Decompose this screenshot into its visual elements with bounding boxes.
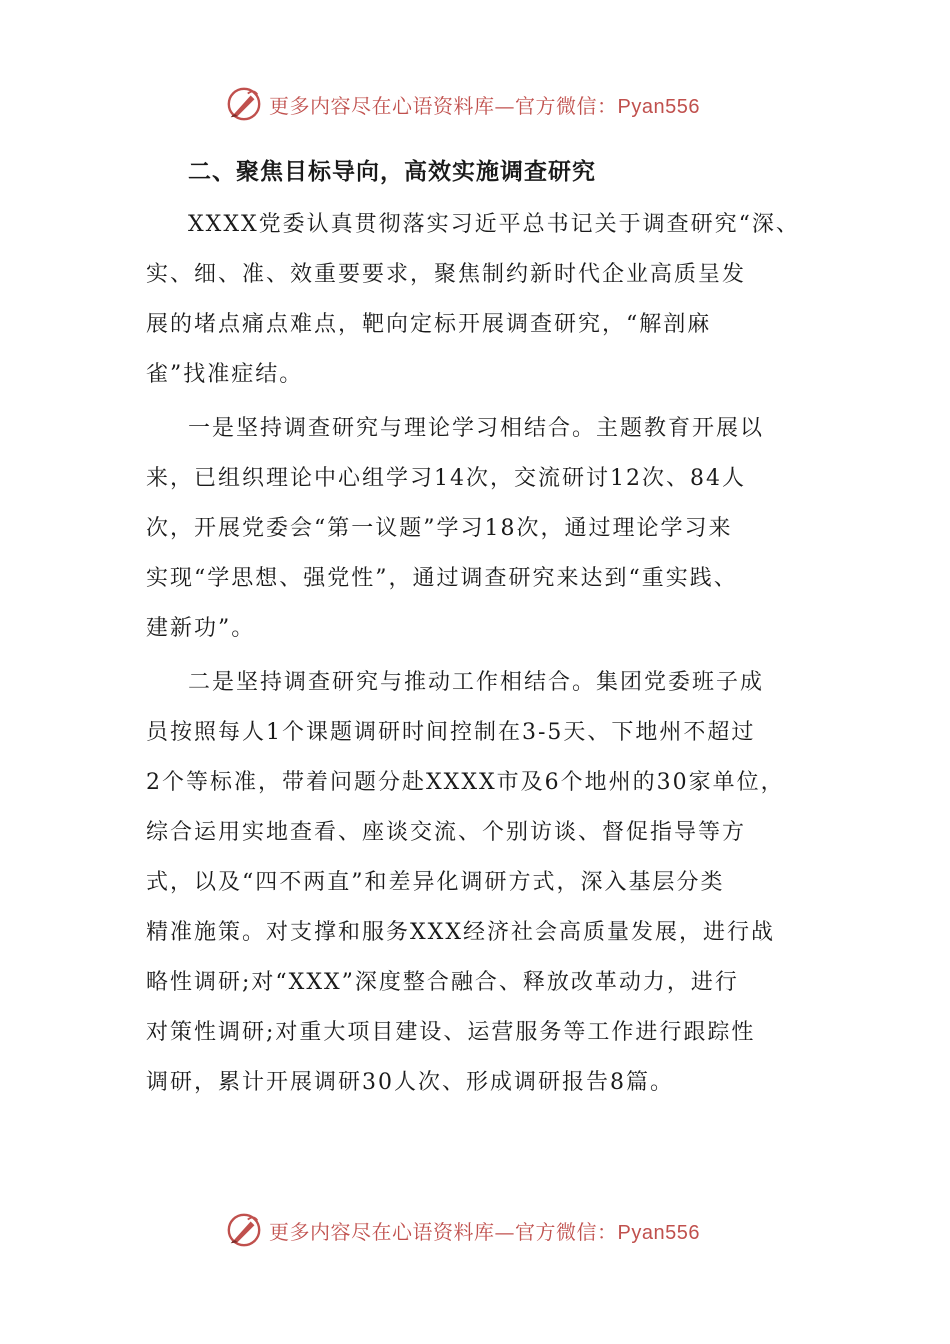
text-line: 雀”找准症结。 [146,362,304,387]
banner-text: 更多内容尽在心语资料库—官方微信：Pyan556 [269,1219,700,1244]
text-line: 建新功”。 [146,616,256,641]
text-line: 员按照每人1个课题调研时间控制在3-5天、下地州不超过 [146,720,756,745]
text-line: 对策性调研;对重大项目建设、运营服务等工作进行跟踪性 [146,1020,756,1045]
text-line: 略性调研;对“XXX”深度整合融合、释放改革动力，进行 [146,970,739,995]
document-body [146,150,826,1108]
text-line: 次，开展党委会“第一议题”学习18次，通过理论学习来 [146,516,733,541]
text-line: 调研，累计开展调研30人次、形成调研报告8篇。 [146,1070,674,1095]
text-line: 2个等标准，带着问题分赴XXXX市及6个地州的30家单位， [146,770,785,795]
text-line: XXXX党委认真贯彻落实习近平总书记关于调查研究“深、 [188,212,800,237]
banner-text: 更多内容尽在心语资料库—官方微信：Pyan556 [269,93,700,118]
text-line: 一是坚持调查研究与理论学习相结合。主题教育开展以 [188,416,765,441]
header-banner [225,82,700,126]
text-line: 式，以及“四不两直”和差异化调研方式，深入基层分类 [146,870,725,895]
text-line: 实、细、准、效重要要求，聚焦制约新时代企业高质呈发 [146,262,747,287]
text-line: 实现“学思想、强党性”，通过调查研究来达到“重实践、 [146,566,738,591]
text-line: 综合运用实地查看、座谈交流、个别访谈、督促指导等方 [146,820,747,845]
section-heading: 二、聚焦目标导向，高效实施调查研究 [188,159,596,185]
footer-banner [225,1208,700,1252]
text-line: 二是坚持调查研究与推动工作相结合。集团党委班子成 [188,670,765,695]
paragraph-work [146,658,826,1108]
text-line: 来，已组织理论中心组学习14次，交流研讨12次、84人 [146,466,746,491]
text-line: 展的堵点痛点难点，靶向定标开展调查研究，“解剖麻 [146,312,712,337]
text-line: 精准施策。对支撑和服务XXX经济社会高质量发展，进行战 [146,920,775,945]
pen-logo-icon [225,85,263,123]
paragraph-theory [146,404,826,654]
pen-logo-icon [225,1211,263,1249]
paragraph-intro [146,200,826,400]
